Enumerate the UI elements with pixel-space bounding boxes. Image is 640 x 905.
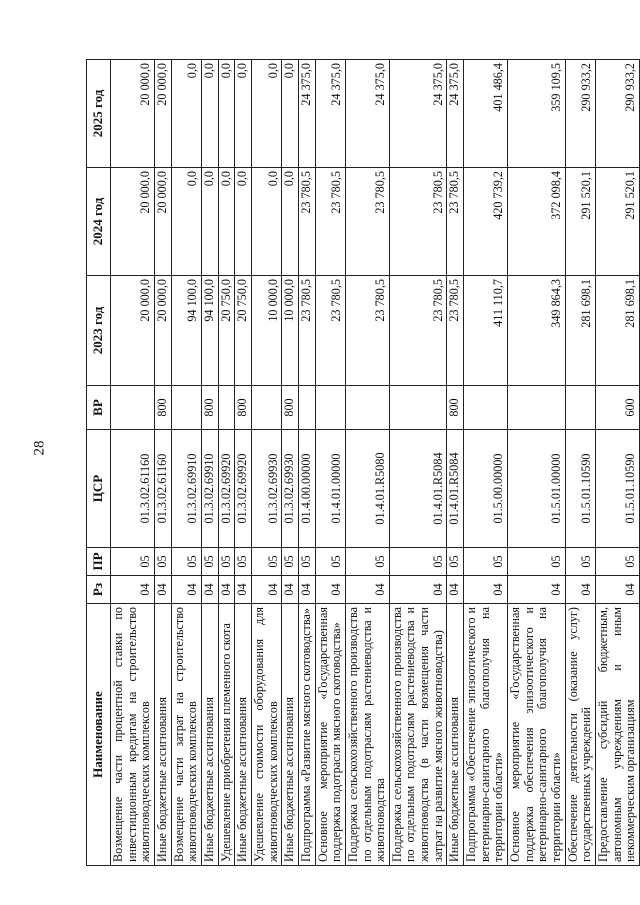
cell-name: Подпрограмма «Развитие мясного скотоводства» — [298, 604, 315, 866]
cell-pr: 05 — [464, 548, 508, 576]
cell-y2024: 0,0 — [201, 168, 218, 276]
cell-y2025: 290 933,2 — [565, 60, 595, 168]
cell-vr — [345, 386, 389, 430]
cell-name: Возмещение части процентной ставки по инвестиционным кредитам на строительство животноводческих комплексов — [111, 604, 155, 866]
cell-csr: 01.3.02.61160 — [111, 430, 155, 548]
cell-csr: 01.5.01.10590 — [596, 430, 640, 548]
cell-y2025: 0,0 — [171, 60, 201, 168]
cell-vr — [508, 386, 566, 430]
cell-csr: 01.3.02.69920 — [218, 430, 235, 548]
table-row — [345, 60, 389, 866]
cell-csr: 01.3.02.61160 — [154, 430, 171, 548]
cell-rz: 04 — [464, 576, 508, 604]
cell-y2024: 23 780,5 — [447, 168, 464, 276]
cell-pr: 05 — [447, 548, 464, 576]
cell-rz: 04 — [251, 576, 281, 604]
cell-y2024: 372 098,4 — [508, 168, 566, 276]
cell-pr: 05 — [565, 548, 595, 576]
cell-y2025: 24 375,0 — [345, 60, 389, 168]
table-row — [201, 60, 218, 866]
cell-rz: 04 — [345, 576, 389, 604]
cell-vr — [315, 386, 345, 430]
cell-pr: 05 — [111, 548, 155, 576]
cell-csr: 01.4.01.R5084 — [447, 430, 464, 548]
cell-rz: 04 — [565, 576, 595, 604]
cell-vr — [251, 386, 281, 430]
cell-name: Удешевление стоимости оборудования для животноводческих комплексов — [251, 604, 281, 866]
table-row — [111, 60, 155, 866]
cell-rz: 04 — [201, 576, 218, 604]
cell-name: Подпрограмма «Обеспечение эпизоотического и ветеринарно-санитарного благополучия на территории области» — [464, 604, 508, 866]
cell-name: Иные бюджетные ассигнования — [282, 604, 299, 866]
header-name: Наименование — [87, 604, 111, 866]
cell-name: Иные бюджетные ассигнования — [201, 604, 218, 866]
cell-vr: 800 — [447, 386, 464, 430]
cell-y2023: 20 000,0 — [154, 276, 171, 386]
cell-y2023: 23 780,5 — [298, 276, 315, 386]
cell-csr: 01.3.02.69920 — [235, 430, 252, 548]
cell-rz: 04 — [282, 576, 299, 604]
cell-pr: 05 — [298, 548, 315, 576]
cell-y2023: 281 698,1 — [596, 276, 640, 386]
cell-name: Обеспечение деятельности (оказание услуг) государственных учреждений — [565, 604, 595, 866]
cell-y2025: 290 933,2 — [596, 60, 640, 168]
cell-vr — [389, 386, 447, 430]
cell-name: Иные бюджетные ассигнования — [154, 604, 171, 866]
cell-csr: 01.4.00.00000 — [298, 430, 315, 548]
cell-y2024: 23 780,5 — [315, 168, 345, 276]
cell-rz: 04 — [389, 576, 447, 604]
cell-y2025: 24 375,0 — [315, 60, 345, 168]
cell-y2025: 0,0 — [218, 60, 235, 168]
table-row — [251, 60, 281, 866]
cell-pr: 05 — [596, 548, 640, 576]
cell-y2025: 401 486,4 — [464, 60, 508, 168]
table-row — [282, 60, 299, 866]
cell-y2023: 23 780,5 — [447, 276, 464, 386]
cell-pr: 05 — [508, 548, 566, 576]
cell-rz: 04 — [596, 576, 640, 604]
cell-name: Иные бюджетные ассигнования — [235, 604, 252, 866]
cell-vr: 600 — [596, 386, 640, 430]
cell-vr: 800 — [235, 386, 252, 430]
header-rz: Рз — [87, 576, 111, 604]
cell-csr: 01.4.01.00000 — [315, 430, 345, 548]
cell-csr: 01.5.01.00000 — [508, 430, 566, 548]
cell-y2025: 0,0 — [282, 60, 299, 168]
table-header-row — [87, 60, 111, 866]
table-row — [298, 60, 315, 866]
header-2024: 2024 год — [87, 168, 111, 276]
cell-y2024: 0,0 — [282, 168, 299, 276]
table-row — [447, 60, 464, 866]
cell-y2024: 291 520,1 — [596, 168, 640, 276]
cell-vr — [464, 386, 508, 430]
cell-y2024: 23 780,5 — [389, 168, 447, 276]
cell-vr — [565, 386, 595, 430]
cell-y2024: 0,0 — [235, 168, 252, 276]
cell-rz: 04 — [154, 576, 171, 604]
cell-csr: 01.3.02.69910 — [201, 430, 218, 548]
cell-y2024: 20 000,0 — [111, 168, 155, 276]
cell-csr: 01.3.02.69910 — [171, 430, 201, 548]
cell-y2025: 24 375,0 — [447, 60, 464, 168]
cell-y2023: 94 100,0 — [201, 276, 218, 386]
table-row — [389, 60, 447, 866]
cell-rz: 04 — [111, 576, 155, 604]
cell-name: Удешевление приобретения племенного скота — [218, 604, 235, 866]
header-2025: 2025 год — [87, 60, 111, 168]
cell-vr — [218, 386, 235, 430]
page-number: 28 — [31, 440, 48, 456]
header-pr: ПР — [87, 548, 111, 576]
cell-csr: 01.3.02.69930 — [282, 430, 299, 548]
cell-csr: 01.4.01.R5080 — [345, 430, 389, 548]
table-row — [235, 60, 252, 866]
cell-y2023: 20 750,0 — [235, 276, 252, 386]
cell-rz: 04 — [315, 576, 345, 604]
cell-y2023: 94 100,0 — [171, 276, 201, 386]
cell-pr: 05 — [154, 548, 171, 576]
cell-y2024: 0,0 — [251, 168, 281, 276]
cell-csr: 01.5.00.00000 — [464, 430, 508, 548]
table-row — [218, 60, 235, 866]
cell-pr: 05 — [251, 548, 281, 576]
table-row — [508, 60, 566, 866]
cell-y2023: 349 864,3 — [508, 276, 566, 386]
cell-y2023: 23 780,5 — [315, 276, 345, 386]
cell-y2023: 23 780,5 — [389, 276, 447, 386]
cell-rz: 04 — [508, 576, 566, 604]
cell-y2025: 359 109,5 — [508, 60, 566, 168]
cell-name: Поддержка сельскохозяйственного производства по отдельным подотраслям растениеводства и животноводства (в части возмещения части затрат на развитие мясного животноводства) — [389, 604, 447, 866]
cell-csr: 01.3.02.69930 — [251, 430, 281, 548]
rotated-table-container — [86, 60, 638, 866]
cell-rz: 04 — [171, 576, 201, 604]
cell-pr: 05 — [201, 548, 218, 576]
cell-y2023: 10 000,0 — [251, 276, 281, 386]
cell-name: Основное мероприятие «Государственная поддержка подотрасли мясного скотоводства» — [315, 604, 345, 866]
cell-y2023: 281 698,1 — [565, 276, 595, 386]
cell-y2023: 20 750,0 — [218, 276, 235, 386]
cell-rz: 04 — [218, 576, 235, 604]
cell-vr: 800 — [154, 386, 171, 430]
cell-y2025: 0,0 — [201, 60, 218, 168]
cell-y2025: 0,0 — [251, 60, 281, 168]
cell-y2025: 20 000,0 — [154, 60, 171, 168]
cell-name: Поддержка сельскохозяйственного производства по отдельным подотраслям растениеводства и животноводства — [345, 604, 389, 866]
cell-y2025: 24 375,0 — [298, 60, 315, 168]
table-row — [171, 60, 201, 866]
table-row — [596, 60, 640, 866]
cell-y2024: 20 000,0 — [154, 168, 171, 276]
cell-rz: 04 — [447, 576, 464, 604]
table-row — [154, 60, 171, 866]
cell-y2023: 10 000,0 — [282, 276, 299, 386]
cell-name: Предоставление субсидий бюджетным, автономным учреждениям и иным некоммерческим организациям — [596, 604, 640, 866]
cell-y2025: 0,0 — [235, 60, 252, 168]
cell-y2023: 20 000,0 — [111, 276, 155, 386]
table-row — [565, 60, 595, 866]
cell-y2024: 0,0 — [218, 168, 235, 276]
cell-y2024: 23 780,5 — [298, 168, 315, 276]
cell-y2024: 0,0 — [171, 168, 201, 276]
header-vr: ВР — [87, 386, 111, 430]
header-2023: 2023 год — [87, 276, 111, 386]
cell-vr — [111, 386, 155, 430]
cell-y2025: 24 375,0 — [389, 60, 447, 168]
cell-csr: 01.4.01.R5084 — [389, 430, 447, 548]
cell-y2024: 291 520,1 — [565, 168, 595, 276]
table-row — [315, 60, 345, 866]
cell-rz: 04 — [235, 576, 252, 604]
cell-pr: 05 — [171, 548, 201, 576]
cell-y2023: 23 780,5 — [345, 276, 389, 386]
cell-rz: 04 — [298, 576, 315, 604]
cell-y2024: 23 780,5 — [345, 168, 389, 276]
cell-name: Иные бюджетные ассигнования — [447, 604, 464, 866]
cell-pr: 05 — [282, 548, 299, 576]
cell-pr: 05 — [218, 548, 235, 576]
cell-name: Основное мероприятие «Государственная поддержка обеспечения эпизоотического и ветеринарно-санитарного благополучия на территории области» — [508, 604, 566, 866]
budget-table — [86, 59, 640, 866]
cell-vr — [298, 386, 315, 430]
header-csr: ЦСР — [87, 430, 111, 548]
cell-y2023: 411 110,7 — [464, 276, 508, 386]
cell-name: Возмещение части затрат на строительство животноводческих комплексов — [171, 604, 201, 866]
cell-pr: 05 — [315, 548, 345, 576]
cell-pr: 05 — [345, 548, 389, 576]
cell-y2025: 20 000,0 — [111, 60, 155, 168]
cell-vr: 800 — [201, 386, 218, 430]
cell-vr: 800 — [282, 386, 299, 430]
cell-pr: 05 — [389, 548, 447, 576]
cell-csr: 01.5.01.10590 — [565, 430, 595, 548]
table-row — [464, 60, 508, 866]
cell-pr: 05 — [235, 548, 252, 576]
cell-vr — [171, 386, 201, 430]
cell-y2024: 420 739,2 — [464, 168, 508, 276]
